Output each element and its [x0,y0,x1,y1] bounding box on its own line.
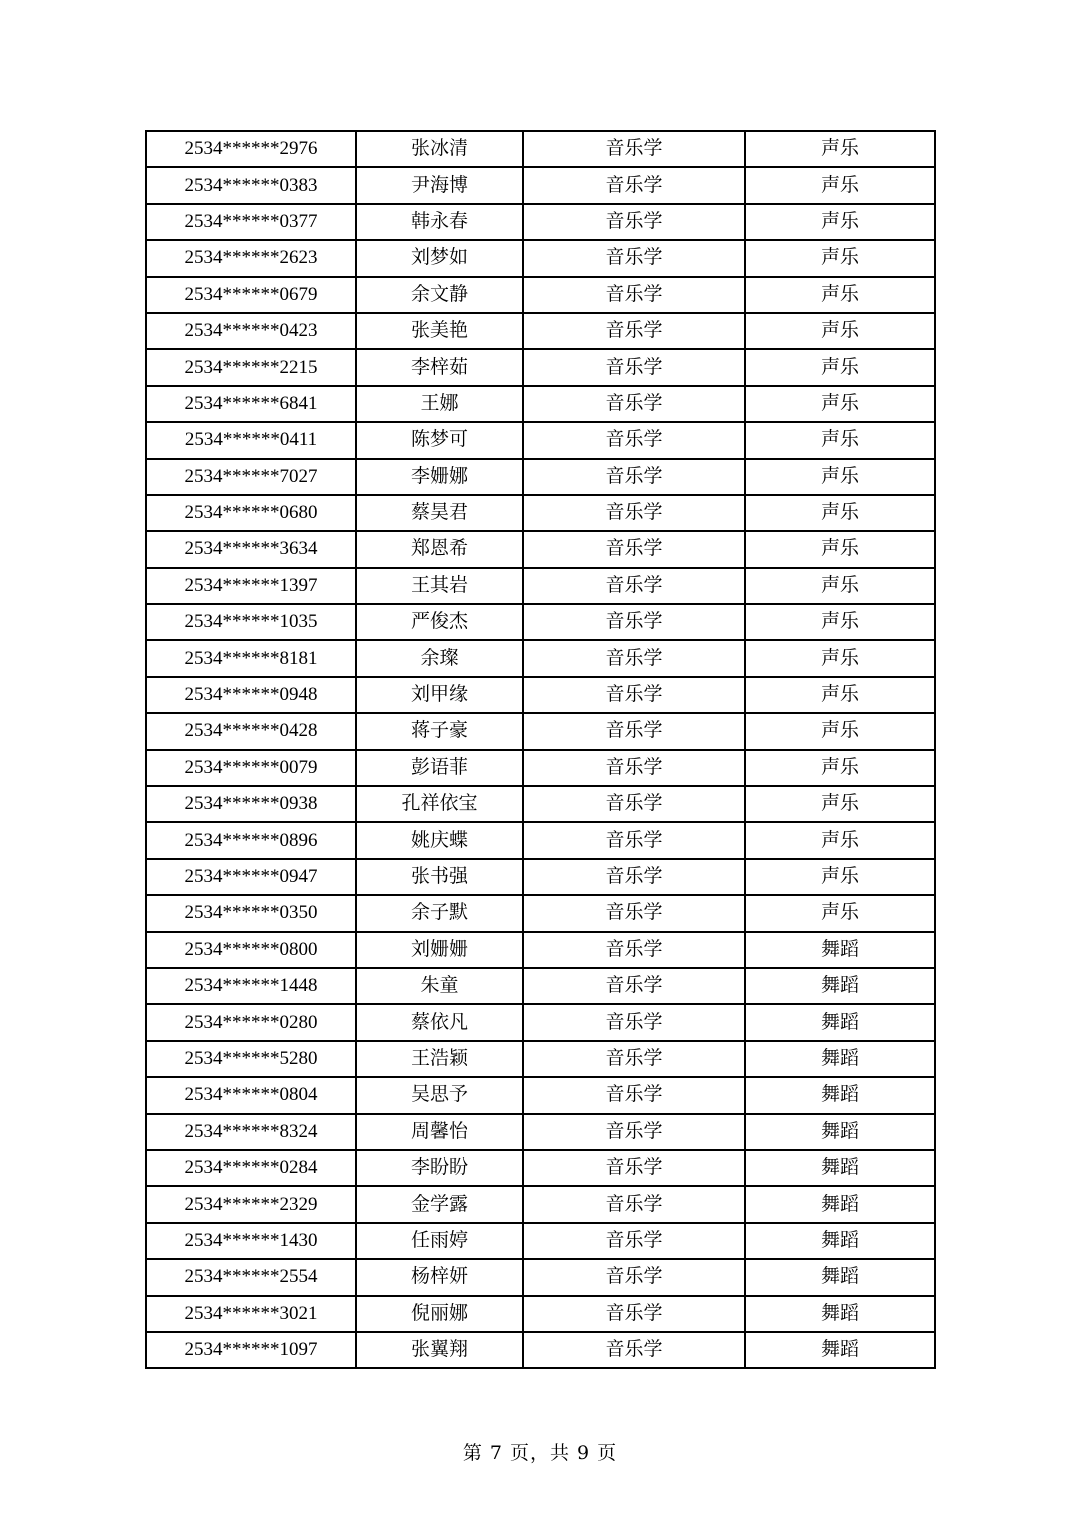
table-row [146,1041,935,1077]
cell-track: 声乐 [745,204,935,240]
cell-major: 音乐学 [523,822,745,858]
table-row [146,859,935,895]
table-row [146,1150,935,1186]
cell-track: 舞蹈 [745,1186,935,1222]
cell-track: 声乐 [745,568,935,604]
cell-student-name: 张美艳 [356,313,523,349]
cell-student-name: 刘梦如 [356,240,523,276]
cell-major: 音乐学 [523,313,745,349]
cell-student-id: 2534******2623 [146,240,356,276]
cell-student-id: 2534******0411 [146,422,356,458]
cell-major: 音乐学 [523,422,745,458]
cell-student-id: 2534******8324 [146,1114,356,1150]
cell-student-name: 余璨 [356,640,523,676]
table-body [146,131,935,1368]
cell-track: 声乐 [745,859,935,895]
cell-student-name: 张翼翔 [356,1332,523,1368]
table-row [146,822,935,858]
cell-student-name: 李盼盼 [356,1150,523,1186]
table-row [146,386,935,422]
cell-student-id: 2534******0377 [146,204,356,240]
cell-track: 声乐 [745,167,935,203]
table-row [146,895,935,931]
cell-major: 音乐学 [523,1077,745,1113]
cell-student-id: 2534******0284 [146,1150,356,1186]
table-row [146,204,935,240]
cell-student-id: 2534******0350 [146,895,356,931]
cell-major: 音乐学 [523,1259,745,1295]
cell-student-name: 尹海博 [356,167,523,203]
table-row [146,349,935,385]
table-row [146,786,935,822]
cell-track: 舞蹈 [745,1332,935,1368]
cell-track: 声乐 [745,895,935,931]
cell-student-name: 倪丽娜 [356,1296,523,1332]
table-row [146,750,935,786]
cell-student-id: 2534******3634 [146,531,356,567]
cell-student-id: 2534******5280 [146,1041,356,1077]
cell-major: 音乐学 [523,1114,745,1150]
cell-student-id: 2534******8181 [146,640,356,676]
cell-major: 音乐学 [523,895,745,931]
cell-track: 舞蹈 [745,1223,935,1259]
cell-student-id: 2534******1430 [146,1223,356,1259]
table-row [146,495,935,531]
cell-student-id: 2534******0679 [146,277,356,313]
cell-student-id: 2534******2329 [146,1186,356,1222]
cell-track: 声乐 [745,349,935,385]
cell-student-id: 2534******1035 [146,604,356,640]
table-row [146,1296,935,1332]
cell-major: 音乐学 [523,640,745,676]
cell-student-id: 2534******2215 [146,349,356,385]
cell-student-name: 郑恩希 [356,531,523,567]
cell-student-id: 2534******0428 [146,713,356,749]
cell-student-name: 刘甲缘 [356,677,523,713]
cell-track: 声乐 [745,713,935,749]
cell-student-id: 2534******0423 [146,313,356,349]
cell-student-name: 李姗娜 [356,459,523,495]
cell-student-name: 李梓茹 [356,349,523,385]
cell-track: 声乐 [745,786,935,822]
cell-student-id: 2534******1097 [146,1332,356,1368]
cell-major: 音乐学 [523,459,745,495]
cell-track: 声乐 [745,313,935,349]
cell-student-id: 2534******6841 [146,386,356,422]
table-row [146,677,935,713]
cell-student-name: 余子默 [356,895,523,931]
cell-track: 声乐 [745,495,935,531]
table-row [146,1077,935,1113]
cell-student-name: 蔡昊君 [356,495,523,531]
cell-major: 音乐学 [523,1186,745,1222]
cell-student-name: 蒋子豪 [356,713,523,749]
cell-track: 舞蹈 [745,1004,935,1040]
cell-student-name: 蔡依凡 [356,1004,523,1040]
cell-student-id: 2534******2976 [146,131,356,167]
table-row [146,422,935,458]
cell-track: 声乐 [745,386,935,422]
cell-major: 音乐学 [523,677,745,713]
cell-track: 声乐 [745,640,935,676]
table-row [146,604,935,640]
cell-major: 音乐学 [523,1223,745,1259]
cell-track: 声乐 [745,750,935,786]
cell-student-id: 2534******7027 [146,459,356,495]
cell-track: 舞蹈 [745,1077,935,1113]
cell-student-name: 王浩颖 [356,1041,523,1077]
cell-student-name: 余文静 [356,277,523,313]
cell-major: 音乐学 [523,859,745,895]
cell-major: 音乐学 [523,1332,745,1368]
table-row [146,1259,935,1295]
table-row [146,1114,935,1150]
cell-track: 声乐 [745,822,935,858]
table-row [146,459,935,495]
cell-student-name: 韩永春 [356,204,523,240]
cell-major: 音乐学 [523,1296,745,1332]
cell-major: 音乐学 [523,968,745,1004]
cell-student-id: 2534******0800 [146,932,356,968]
cell-track: 声乐 [745,531,935,567]
cell-major: 音乐学 [523,750,745,786]
cell-student-id: 2534******2554 [146,1259,356,1295]
page-number-text: 第 7 页，共 9 页 [462,1442,618,1464]
cell-major: 音乐学 [523,386,745,422]
cell-student-id: 2534******0948 [146,677,356,713]
cell-student-name: 吴思予 [356,1077,523,1113]
cell-track: 舞蹈 [745,932,935,968]
cell-student-id: 2534******3021 [146,1296,356,1332]
table-row [146,240,935,276]
cell-student-name: 张书强 [356,859,523,895]
table-row [146,1223,935,1259]
cell-student-id: 2534******1397 [146,568,356,604]
cell-major: 音乐学 [523,713,745,749]
cell-track: 声乐 [745,422,935,458]
cell-student-id: 2534******1448 [146,968,356,1004]
cell-student-name: 任雨婷 [356,1223,523,1259]
cell-track: 声乐 [745,131,935,167]
cell-major: 音乐学 [523,277,745,313]
table-row [146,313,935,349]
cell-track: 舞蹈 [745,1296,935,1332]
table-row [146,131,935,167]
cell-major: 音乐学 [523,349,745,385]
table-row [146,640,935,676]
table-row [146,568,935,604]
cell-major: 音乐学 [523,604,745,640]
cell-major: 音乐学 [523,240,745,276]
cell-student-name: 周馨怡 [356,1114,523,1150]
cell-track: 舞蹈 [745,968,935,1004]
cell-track: 声乐 [745,459,935,495]
cell-student-name: 张冰清 [356,131,523,167]
cell-track: 声乐 [745,677,935,713]
cell-student-name: 刘姗姗 [356,932,523,968]
table-row [146,1332,935,1368]
cell-student-id: 2534******0383 [146,167,356,203]
cell-major: 音乐学 [523,568,745,604]
cell-student-name: 王其岩 [356,568,523,604]
cell-student-name: 彭语菲 [356,750,523,786]
cell-student-id: 2534******0938 [146,786,356,822]
cell-major: 音乐学 [523,1150,745,1186]
cell-major: 音乐学 [523,1041,745,1077]
cell-major: 音乐学 [523,531,745,567]
cell-track: 声乐 [745,277,935,313]
cell-track: 舞蹈 [745,1150,935,1186]
table-row [146,1004,935,1040]
cell-major: 音乐学 [523,204,745,240]
student-list-table [145,130,936,1369]
table-row [146,968,935,1004]
table-row [146,277,935,313]
cell-major: 音乐学 [523,167,745,203]
cell-student-id: 2534******0804 [146,1077,356,1113]
cell-track: 舞蹈 [745,1114,935,1150]
cell-major: 音乐学 [523,1004,745,1040]
table-row [146,713,935,749]
cell-student-name: 金学露 [356,1186,523,1222]
cell-track: 声乐 [745,604,935,640]
table-row [146,167,935,203]
table-row [146,1186,935,1222]
cell-major: 音乐学 [523,131,745,167]
page-number-footer [0,1438,1080,1465]
cell-student-name: 陈梦可 [356,422,523,458]
cell-student-id: 2534******0680 [146,495,356,531]
table-row [146,531,935,567]
cell-major: 音乐学 [523,495,745,531]
cell-student-name: 朱童 [356,968,523,1004]
cell-track: 舞蹈 [745,1041,935,1077]
cell-student-id: 2534******0079 [146,750,356,786]
cell-track: 舞蹈 [745,1259,935,1295]
cell-major: 音乐学 [523,786,745,822]
cell-student-name: 王娜 [356,386,523,422]
cell-student-name: 严俊杰 [356,604,523,640]
cell-track: 声乐 [745,240,935,276]
cell-major: 音乐学 [523,932,745,968]
cell-student-name: 孔祥依宝 [356,786,523,822]
table-row [146,932,935,968]
cell-student-id: 2534******0947 [146,859,356,895]
cell-student-id: 2534******0280 [146,1004,356,1040]
cell-student-name: 杨梓妍 [356,1259,523,1295]
cell-student-id: 2534******0896 [146,822,356,858]
cell-student-name: 姚庆蝶 [356,822,523,858]
